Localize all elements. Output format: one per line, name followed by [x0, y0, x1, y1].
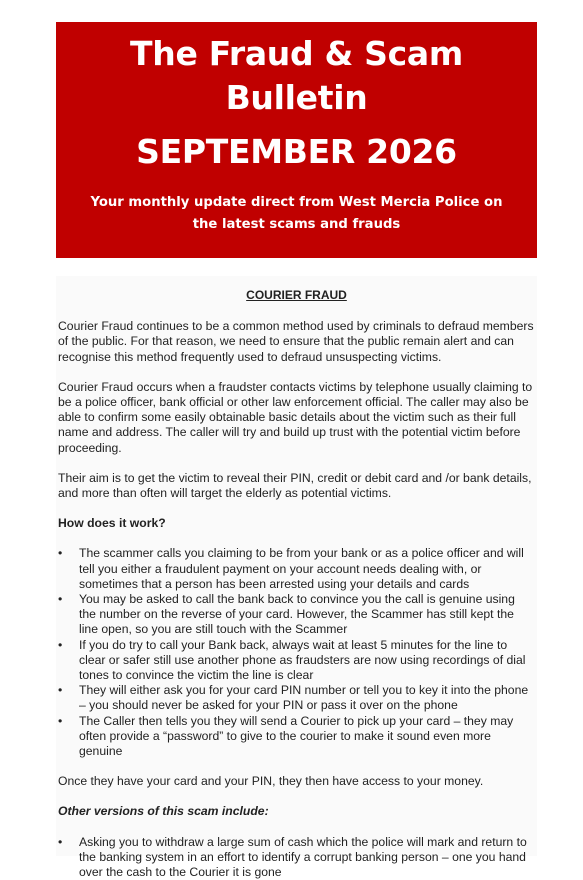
paragraph-aim: Their aim is to get the victim to reveal their PIN, credit or debit card and /or bank details, and more than often will target the elderly as potential victims.	[58, 470, 532, 501]
list-item	[58, 835, 535, 880]
article-heading: COURIER FRAUD	[246, 288, 347, 302]
bullet-icon: •	[58, 592, 63, 607]
list-item	[58, 683, 535, 713]
title-line-2: Bulletin	[225, 78, 368, 117]
paragraph-access: Once they have your card and your PIN, they then have access to your money.	[58, 774, 484, 789]
bulletin-subtitle: Your monthly update direct from West Mercia Police on the latest scams and frauds	[90, 195, 503, 232]
list-item-text: Asking you to withdraw a large sum of cash which the police will mark and return to the banking system in an effort to identify a corrupt banking person – one you hand over the cash to the Courier it is gone	[79, 834, 527, 880]
other-versions-heading: Other versions of this scam include:	[58, 804, 269, 819]
list-item	[58, 546, 535, 592]
how-it-works-heading: How does it work?	[58, 516, 166, 531]
list-item	[58, 638, 535, 684]
list-item-text: They will either ask you for your card PIN number or tell you to key it into the phone – you should never be asked for your PIN or pass it over on the phone	[79, 683, 529, 713]
paragraph-definition: Courier Fraud occurs when a fraudster contacts victims by telephone usually claiming to be a police officer, bank official or other law enforcement official. The caller may also be able to confirm some easily obtainable basic details about the victim such as their full name and address. The caller will try and build up trust with the potential victim before proceeding.	[58, 379, 533, 455]
bulletin-title	[56, 32, 537, 120]
bullet-icon: •	[58, 713, 63, 728]
other-versions-list	[56, 835, 537, 880]
list-item-text: The scammer calls you claiming to be from your bank or as a police officer and will tell you either a fraudulent payment on your account needs dealing with, or sometimes that a person has been arrested using your details and cards	[79, 546, 524, 591]
bulletin-month: SEPTEMBER 2026	[136, 132, 457, 171]
list-item-text: You may be asked to call the bank back to convince you the call is genuine using the number on the reverse of your card. However, the Scammer has still kept the line open, so you are still touch with the Scammer	[79, 592, 515, 637]
list-item-text: The Caller then tells you they will send a Courier to pick up your card – they may often provide a “password” to give to the courier to make it sound even more genuine	[79, 713, 514, 759]
bullet-icon: •	[58, 834, 63, 849]
bullet-icon: •	[58, 637, 63, 652]
title-line-1: The Fraud & Scam	[130, 34, 463, 73]
article-body	[56, 276, 537, 880]
bullet-icon: •	[58, 546, 63, 561]
bullet-icon: •	[58, 683, 63, 698]
list-item	[58, 714, 535, 760]
bulletin-banner	[56, 22, 537, 258]
list-item	[58, 592, 535, 638]
list-item-text: If you do try to call your Bank back, always wait at least 5 minutes for the line to clear or safer still use another phone as fraudsters are now using recordings of dial tones to convince the victim the line is clear	[79, 637, 526, 683]
paragraph-intro: Courier Fraud continues to be a common method used by criminals to defraud members of the public. For that reason, we need to ensure that the public remain alert and can recognise this method frequently used to defraud unsuspecting victims.	[58, 319, 534, 364]
how-it-works-list	[56, 546, 537, 759]
